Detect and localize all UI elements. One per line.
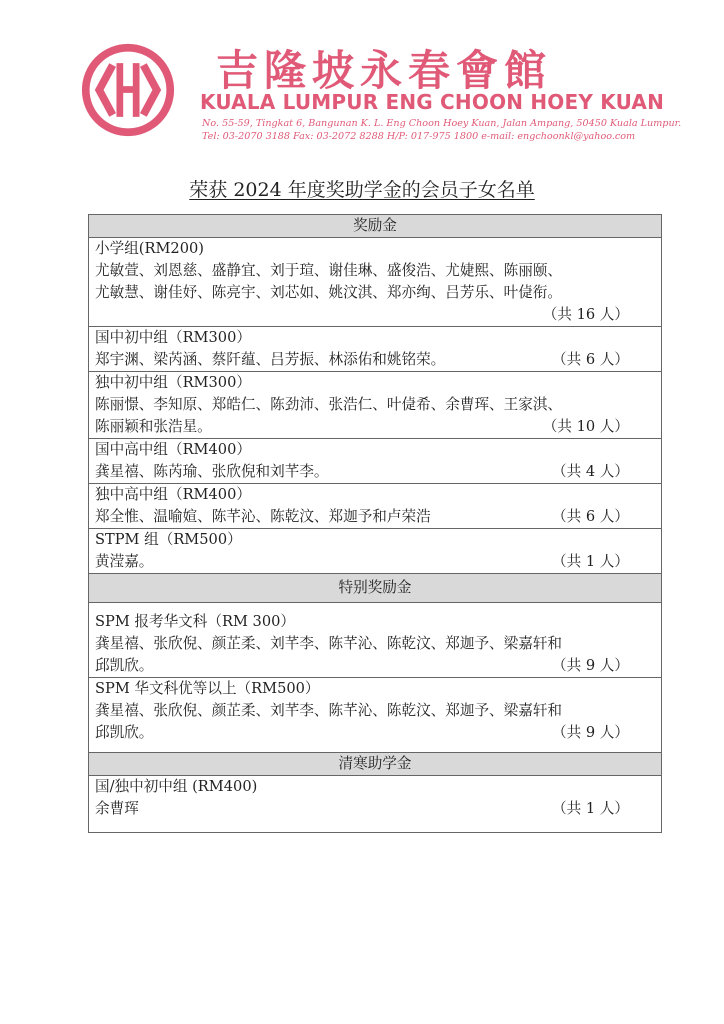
group-count: （共 4 人） [552, 463, 629, 480]
group-title: 小学组(RM200) [95, 240, 204, 257]
group-title: 独中高中组（RM400） [95, 486, 251, 503]
group-count: （共 9 人） [552, 724, 629, 741]
names-line: 郑宇渊、梁芮涵、蔡阡蕴、吕芳振、林添佑和姚铭荣。 [95, 351, 446, 368]
group-row [89, 529, 662, 574]
section-header: 清寒助学金 [89, 753, 662, 776]
document-title-text: 荣获 2024 年度奖助学金的会员子女名单 [189, 179, 535, 201]
section-header-row [89, 215, 662, 238]
section-header: 特别奖励金 [89, 574, 662, 603]
names-line: 龚星禧、陈芮瑜、张欣倪和刘芊李。 [95, 463, 329, 480]
group-title: SPM 报考华文科（RM 300） [95, 613, 295, 630]
document-title [0, 175, 724, 202]
group-count: （共 10 人） [542, 418, 629, 435]
letterhead [80, 34, 682, 146]
org-contact: Tel: 03-2070 3188 Fax: 03-2072 8288 H/P: 017-975 1800 e-mail: engchoonkl@yahoo.com [202, 131, 636, 142]
association-logo-icon [80, 42, 176, 138]
names-line: 黄滢嘉。 [95, 553, 154, 570]
group-title: STPM 组（RM500） [95, 531, 242, 548]
group-title: 国/独中初中组 (RM400) [95, 778, 258, 795]
section-header: 奖励金 [89, 215, 662, 238]
section-header-row [89, 574, 662, 603]
group-count: （共 6 人） [552, 351, 629, 368]
group-row [89, 439, 662, 484]
group-row [89, 678, 662, 753]
org-name-english: KUALA LUMPUR ENG CHOON HOEY KUAN [200, 90, 665, 114]
names-line: 龚星禧、张欣倪、颜芷柔、刘芊李、陈芊沁、陈乾汶、郑迦予、梁嘉轩和 [95, 702, 563, 719]
group-row [89, 372, 662, 439]
group-row [89, 603, 662, 678]
section-header-row [89, 753, 662, 776]
group-count: （共 9 人） [552, 657, 629, 674]
names-line: 陈丽颖和张浩星。 [95, 418, 212, 435]
group-title: 国中初中组（RM300） [95, 329, 251, 346]
group-count: （共 6 人） [552, 508, 629, 525]
names-line: 邱凯欣。 [95, 724, 154, 741]
group-row [89, 238, 662, 327]
names-line: 陈丽憬、李知原、郑皓仁、陈劲沛、张浩仁、叶偼希、余曹珲、王家淇、 [95, 396, 563, 413]
org-name-chinese: 吉隆坡永春會館 [216, 46, 553, 95]
group-row [89, 327, 662, 372]
names-line: 郑全惟、温喻媗、陈芊沁、陈乾汶、郑迦予和卢荣浩 [95, 508, 431, 525]
group-title: SPM 华文科优等以上（RM500） [95, 680, 320, 697]
names-line: 邱凯欣。 [95, 657, 154, 674]
group-title: 独中初中组（RM300） [95, 374, 251, 391]
names-line: 尤敏萱、刘恩慈、盛静宜、刘于瑄、谢佳琳、盛俊浩、尤婕熙、陈丽颐、 [95, 262, 563, 279]
group-count: （共 1 人） [552, 553, 629, 570]
group-row [89, 484, 662, 529]
group-count: （共 16 人） [542, 306, 629, 323]
group-title: 国中高中组（RM400） [95, 441, 251, 458]
group-count: （共 1 人） [552, 800, 629, 817]
org-address: No. 55-59, Tingkat 6, Bangunan K. L. Eng Choon Hoey Kuan, Jalan Ampang, 50450 Kuala Lumpur. [202, 118, 682, 129]
group-row [89, 776, 662, 833]
scholarship-table [88, 214, 662, 833]
names-line: 尤敏慧、谢佳妤、陈亮宇、刘芯如、姚汶淇、郑亦绚、吕芳乐、叶偼衔。 [95, 284, 563, 301]
names-line: 龚星禧、张欣倪、颜芷柔、刘芊李、陈芊沁、陈乾汶、郑迦予、梁嘉轩和 [95, 635, 563, 652]
names-line: 余曹珲 [95, 800, 139, 817]
